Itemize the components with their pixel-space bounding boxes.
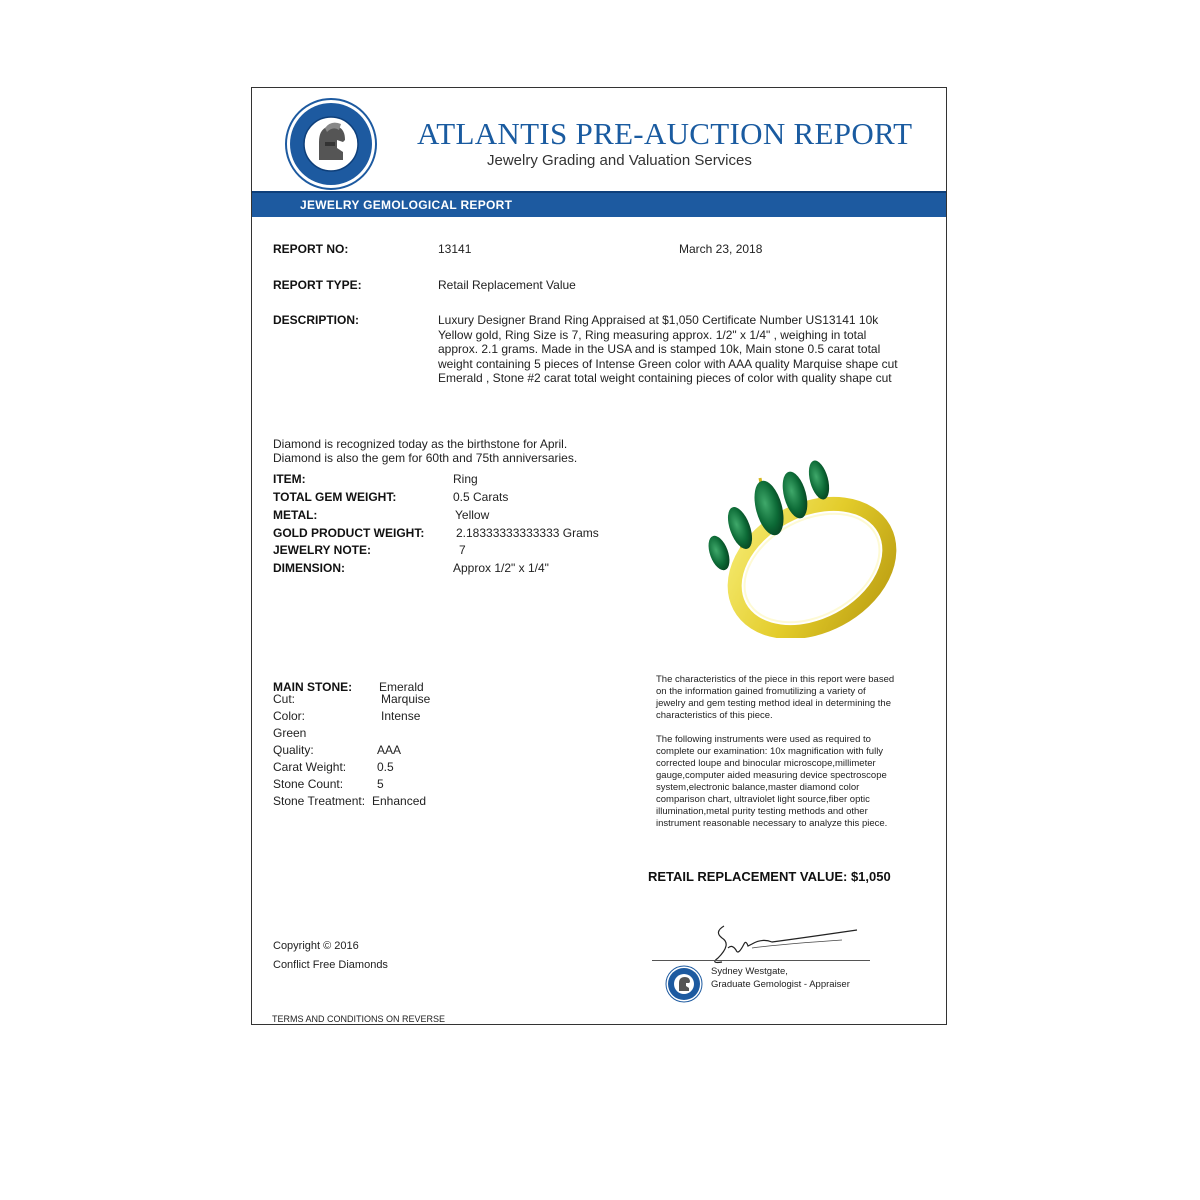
notes-p1-line: jewelry and gem testing method ideal in determining the: [656, 698, 891, 709]
count-label: Stone Count:: [273, 777, 344, 791]
retail-replacement-value: RETAIL REPLACEMENT VALUE: $1,050: [648, 869, 891, 884]
treatment-value: Enhanced: [372, 794, 427, 808]
conflict-free-text: Conflict Free Diamonds: [273, 959, 388, 971]
report-type-value: Retail Replacement Value: [438, 278, 576, 292]
ring-image: [702, 448, 902, 638]
gold-weight-label: GOLD PRODUCT WEIGHT:: [273, 526, 425, 540]
signer-title: Graduate Gemologist - Appraiser: [711, 979, 850, 990]
jewelry-note-value: 7: [459, 543, 466, 557]
carat-label: Carat Weight:: [273, 760, 347, 774]
gem-weight-label: TOTAL GEM WEIGHT:: [273, 490, 397, 504]
notes-p1-line: The characteristics of the piece in this report were based: [656, 674, 895, 685]
terms-text: TERMS AND CONDITIONS ON REVERSE: [272, 1014, 446, 1024]
metal-label: METAL:: [273, 508, 318, 522]
cut-value: Marquise: [381, 692, 431, 706]
notes-p2-line: gauge,computer aided measuring device spectroscope: [656, 770, 887, 781]
birthstone-line-2: Diamond is also the gem for 60th and 75th anniversaries.: [273, 451, 578, 465]
notes-p2-line: complete our examination: 10x magnification with fully: [656, 746, 884, 757]
quality-value: AAA: [377, 743, 402, 757]
count-value: 5: [377, 777, 384, 791]
notes-p2-line: system,electronic balance,master diamond color: [656, 782, 860, 793]
gem-weight-value: 0.5 Carats: [453, 490, 509, 504]
report-no-value: 13141: [438, 242, 472, 256]
report-subtitle: Jewelry Grading and Valuation Services: [487, 152, 752, 169]
main-stone-label: MAIN STONE:: [273, 680, 353, 694]
cut-label: Cut:: [273, 692, 296, 706]
header-band-edge: [252, 191, 946, 193]
main-stone-value: Emerald: [379, 680, 424, 694]
report-no-label: REPORT NO:: [273, 242, 349, 256]
notes-p2-line: instrument reasonable necessary to analyze this piece.: [656, 818, 888, 829]
birthstone-line-1: Diamond is recognized today as the birthstone for April.: [273, 437, 568, 451]
item-label: ITEM:: [273, 472, 306, 486]
report-type-label: REPORT TYPE:: [273, 278, 362, 292]
atlantis-logo-icon: [285, 98, 377, 190]
copyright-text: Copyright © 2016: [273, 940, 359, 952]
notes-p2-line: corrected loupe and binocular microscope,millimeter: [656, 758, 876, 769]
dimension-label: DIMENSION:: [273, 561, 345, 575]
color-label: Color:: [273, 709, 306, 723]
signature-line: [652, 960, 870, 961]
description-text: Luxury Designer Brand Ring Appraised at $1,050 Certificate Number US13141 10k Yellow gold, Ring Size is 7, Ring measuring approx. 1/2" x 1/4" , weighing in total approx. 2.1 grams. Made in the USA and is stamped 10k, Main stone 0.5 carat total weight containing 5 pieces of Intense Green color with AAA quality Marquise shape cut Emerald , Stone #2 carat total weight containing pieces of color with quality shape cut: [438, 313, 898, 385]
item-value: Ring: [453, 472, 478, 486]
notes-p1-line: characteristics of this piece.: [656, 710, 773, 721]
treatment-label: Stone Treatment:: [273, 794, 366, 808]
jewelry-note-label: JEWELRY NOTE:: [273, 543, 372, 557]
seal-logo-icon: [665, 965, 703, 1003]
carat-value: 0.5: [377, 760, 394, 774]
metal-value: Yellow: [455, 508, 490, 522]
notes-paragraph-2: [656, 734, 918, 830]
report-certificate: [251, 87, 947, 1025]
notes-p2-line: illumination,metal purity testing methods and other: [656, 806, 868, 817]
signer-name: Sydney Westgate,: [711, 966, 788, 977]
notes-paragraph-1: [656, 674, 918, 722]
report-date: March 23, 2018: [679, 242, 763, 256]
quality-label: Quality:: [273, 743, 314, 757]
gold-weight-value: 2.18333333333333 Grams: [456, 526, 599, 540]
color-value-cont: Green: [273, 726, 307, 740]
band-label: JEWELRY GEMOLOGICAL REPORT: [300, 198, 513, 212]
dimension-value: Approx 1/2" x 1/4": [453, 561, 549, 575]
color-value: Intense: [381, 709, 421, 723]
notes-p2-line: comparison chart, ultraviolet light source,fiber optic: [656, 794, 870, 805]
notes-p1-line: on the information gained fromutilizing a variety of: [656, 686, 866, 697]
report-title: ATLANTIS PRE-AUCTION REPORT: [417, 116, 913, 151]
description-label: DESCRIPTION:: [273, 313, 360, 327]
notes-p2-line: The following instruments were used as required to: [656, 734, 871, 745]
